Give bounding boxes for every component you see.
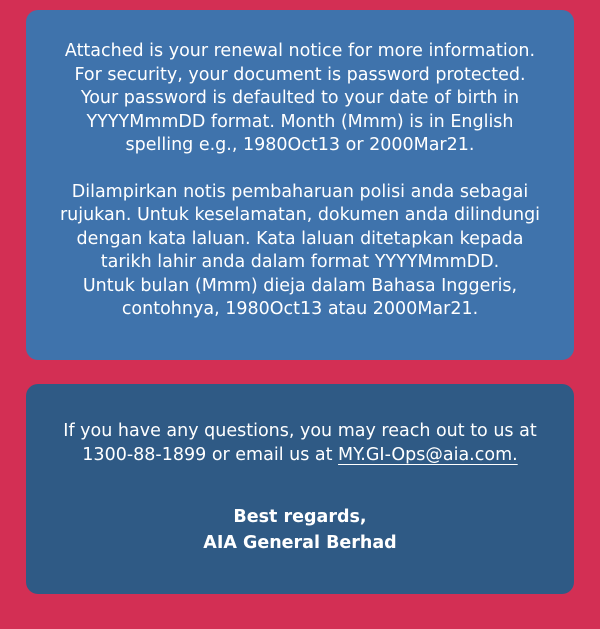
contact-question-text: If you have any questions, you may reach out to us at xyxy=(63,421,537,441)
contact-phone-text: 1300-88-1899 or email us at xyxy=(82,445,339,465)
email-link[interactable]: MY.GI-Ops@aia.com. xyxy=(338,445,518,465)
contact-card xyxy=(26,384,574,594)
renewal-notice-card xyxy=(26,10,574,360)
signoff xyxy=(44,504,556,556)
contact-details-line xyxy=(44,443,556,467)
company-name: AIA General Berhad xyxy=(203,533,397,553)
notice-english-text: Attached is your renewal notice for more information. For security, your document is password protected. Your password is defaulted to your date of birth in YYYYMmmDD format. Month (Mmm) is in English spelling e.g., 1980Oct13 or 2000Mar21. xyxy=(64,41,536,155)
best-regards-text: Best regards, xyxy=(233,507,367,527)
notice-malay-text: Dilampirkan notis pembaharuan polisi anda sebagai rujukan. Untuk keselamatan, dokumen anda dilindungi dengan kata laluan. Kata laluan ditetapkan kepada tarikh lahir anda dalam format YYYYMmmDD. Untuk bulan (Mmm) dieja dalam Bahasa Inggeris, contohnya, 1980Oct13 atau 2000Mar21. xyxy=(59,181,541,319)
